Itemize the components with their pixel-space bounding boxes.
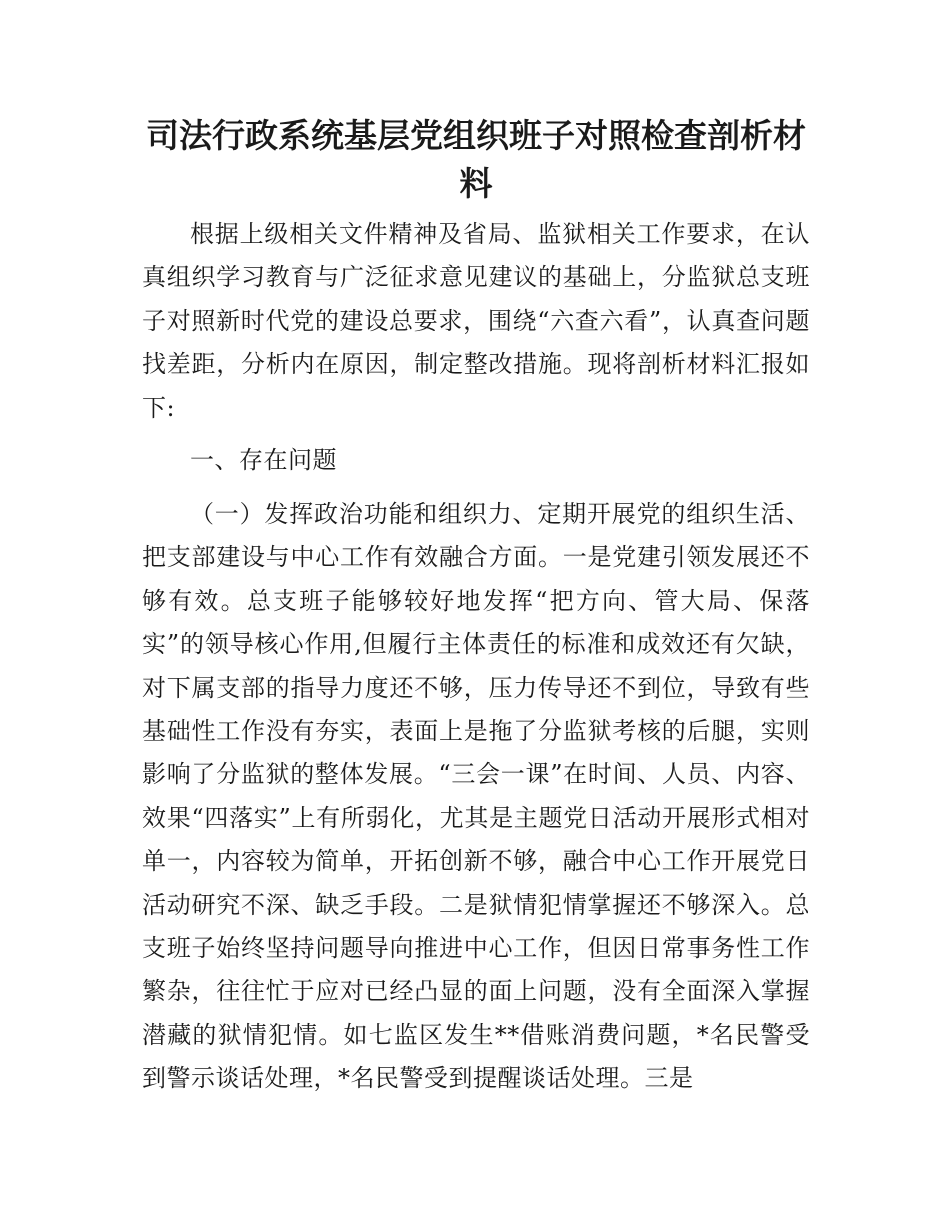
document-title: 司法行政系统基层党组织班子对照检查剖析材料 <box>146 116 806 203</box>
section-paragraph: （一）发挥政治功能和组织力、定期开展党的组织生活、把支部建设与中心工作有效融合方面。一是党建引领发展还不够有效。总支班子能够较好地发挥“把方向、管大局、保落实”的领导核心作用,但履行主体责任的标准和成效还有欠缺，对下属支部的指导力度还不够，压力传导还不到位，导致有些基础性工作没有夯实，表面上是拖了分监狱考核的后腿，实则影响了分监狱的整体发展。“三会一课”在时间、人员、内容、效果“四落实”上有所弱化，尤其是主题党日活动开展形式相对单一，内容较为简单，开拓创新不够，融合中心工作开展党日活动研究不深、缺乏手段。二是狱情犯情掌握还不够深入。总支班子始终坚持问题导向推进中心工作，但因日常事务性工作繁杂，往往忙于应对已经凸显的面上问题，没有全面深入掌握潜藏的狱情犯情。如七监区发生**借账消费问题，*名民警受到警示谈话处理，*名民警受到提醒谈话处理。三是 <box>142 500 810 1093</box>
section-heading: 一、存在问题 <box>190 446 337 474</box>
intro-paragraph: 根据上级相关文件精神及省局、监狱相关工作要求，在认真组织学习教育与广泛征求意见建议的基础上，分监狱总支班子对照新时代党的建设总要求，围绕“六查六看”，认真查问题找差距，分析内在原因，制定整改措施。现将剖析材料汇报如下: <box>142 220 810 422</box>
